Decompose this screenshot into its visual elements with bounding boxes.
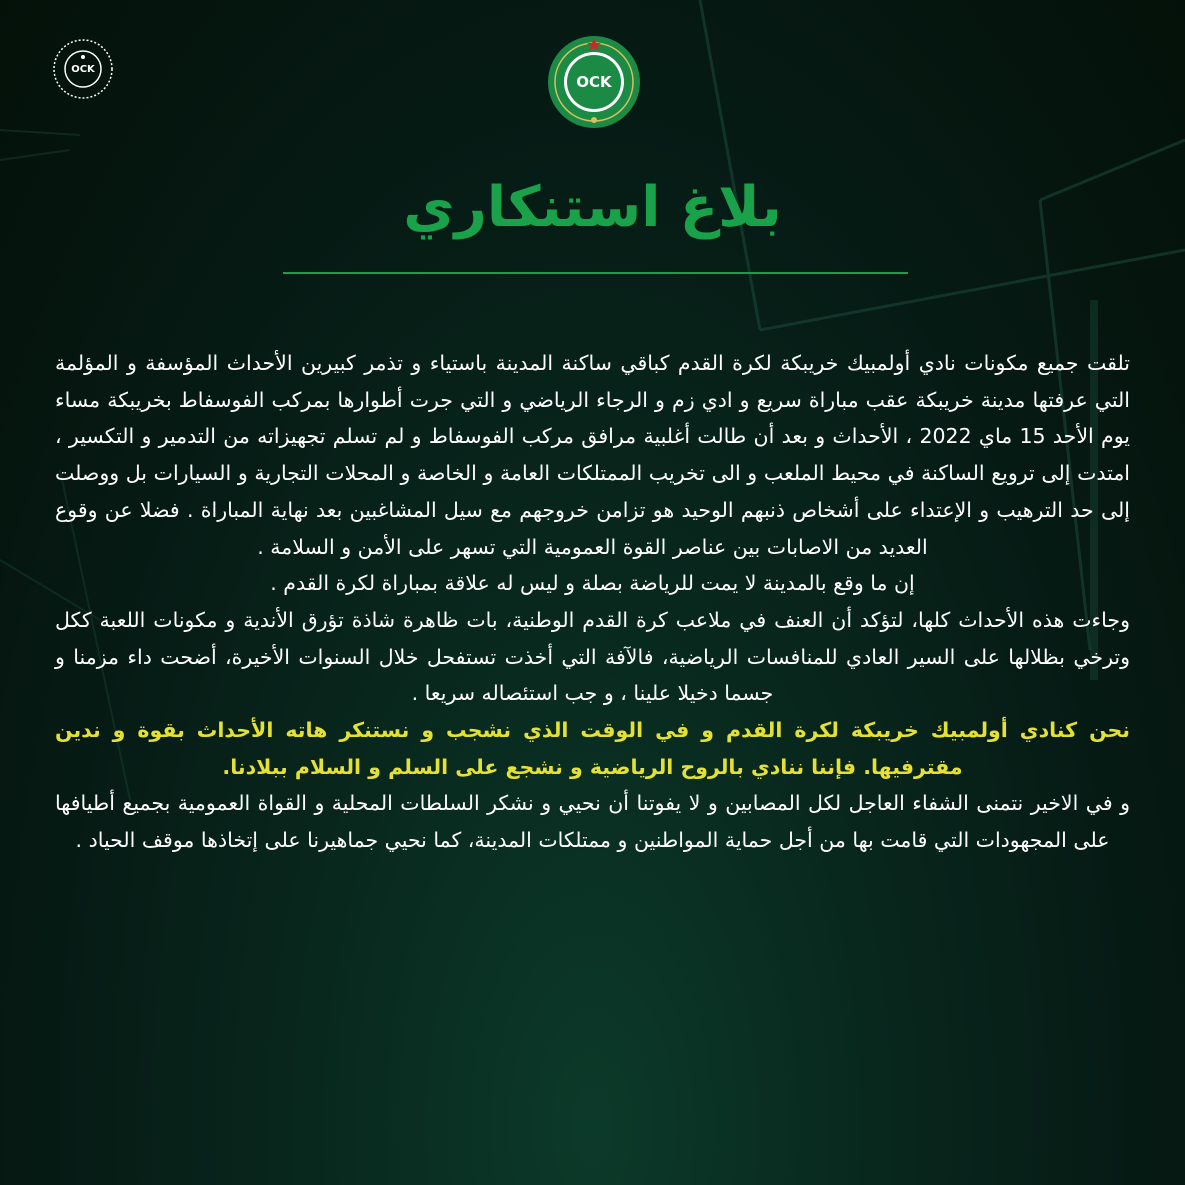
corner-club-logo <box>52 38 114 100</box>
page-title: بلاغ استنكاري <box>403 175 782 240</box>
paragraph-violence: وجاءت هذه الأحداث كلها، لتؤكد أن العنف في ملاعب كرة القدم الوطنية، بات ظاهرة شاذة تؤرق الأندية و مكونات اللعبة ككل وترخي بظلالها على السير العادي للمنافسات الرياضية، فالآفة التي أخذت تستفحل خلال السنوات الأخيرة، أضحت داء مزمنا و جسما دخيلا علينا ، و جب استئصاله سريعا . <box>55 607 1130 706</box>
title-divider <box>283 272 908 274</box>
statement-body <box>55 345 1130 859</box>
paragraph-thanks: و في الاخير نتمنى الشفاء العاجل لكل المصابين و لا يفوتنا أن نحيي و نشكر السلطات المحلية و القواة العمومية بجميع أطيافها على المجهودات التي قامت بها من أجل حماية المواطنين و ممتلكات المدينة، كما نحيي جماهيرنا على إتخاذها موقف الحياد . <box>55 791 1130 853</box>
club-crest <box>546 34 642 130</box>
paragraph-not-sport: إن ما وقع بالمدينة لا يمت للرياضة بصلة و ليس له علاقة بمباراة لكرة القدم . <box>270 571 915 596</box>
corner-logo-text: OCK <box>71 64 95 75</box>
crest-text: OCK <box>576 73 612 91</box>
paragraph-condemnation: نحن كنادي أولمبيك خريبكة لكرة القدم و في الوقت الذي نشجب و نستنكر هاته الأحداث بقوة و ندين مقترفيها. فإننا ننادي بالروح الرياضية و نشجع على السلم و السلام ببلادنا. <box>55 718 1130 779</box>
paragraph-events: تلقت جميع مكونات نادي أولمبيك خريبكة لكرة القدم كباقي ساكنة المدينة باستياء و تذمر كبيرين الأحداث المؤسفة و المؤلمة التي عرفتها مدينة خريبكة عقب مباراة سريع و ادي زم و الرجاء الرياضي و التي جرت أطوارها بمركب الفوسفاط بخريبكة مساء يوم الأحد 15 ماي 2022 ، الأحداث و بعد أن طالت أغلبية مرافق مركب الفوسفاط و لم تسلم تجهيزاته من التدمير و التكسير ، امتدت إلى ترويع الساكنة في محيط الملعب و الى تخريب الممتلكات العامة و الخاصة و المحلات التجارية و السيارات بل ووصلت إلى حد الترهيب و الإعتداء على أشخاص ذنبهم الوحيد هو تزامن خروجهم مع سيل المشاغبين بعد نهاية المباراة . فضلا عن وقوع العديد من الاصابات بين عناصر القوة العمومية التي تسهر على الأمن و السلامة . <box>55 351 1130 559</box>
